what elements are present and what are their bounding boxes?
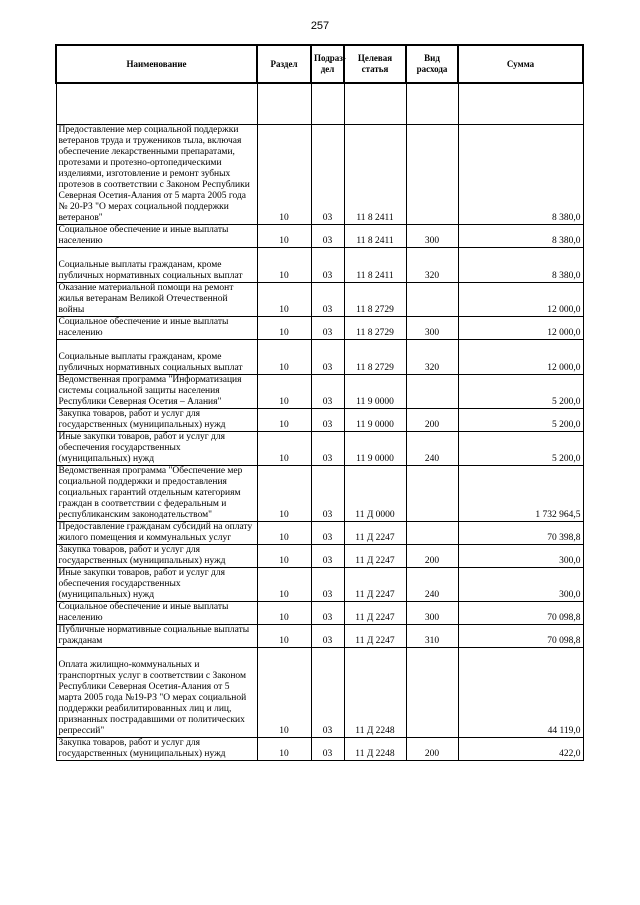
row-target: 11 9 0000 [344,375,406,409]
table-row [56,602,583,625]
row-section: 10 [257,225,311,248]
row-section: 10 [257,648,311,738]
row-sum: 70 398,8 [458,522,583,545]
row-name: Социальное обеспечение и иные выплаты населению [56,602,257,625]
row-sum: 5 200,0 [458,375,583,409]
row-name: Социальное обеспечение и иные выплаты населению [56,317,257,340]
row-section: 10 [257,466,311,522]
row-sum: 300,0 [458,568,583,602]
table-row [56,248,583,283]
row-name: Иные закупки товаров, работ и услуг для обеспечения государственных (муниципальных) нужд [56,568,257,602]
row-type: 200 [406,409,458,432]
table-row [56,545,583,568]
table-row [56,225,583,248]
row-subsection: 03 [311,125,344,225]
row-section: 10 [257,432,311,466]
row-section: 10 [257,568,311,602]
budget-table [55,44,584,761]
row-type: 320 [406,340,458,375]
row-target: 11 8 2411 [344,125,406,225]
row-section: 10 [257,125,311,225]
row-sum: 5 200,0 [458,432,583,466]
row-target: 11 8 2729 [344,283,406,317]
row-sum: 12 000,0 [458,340,583,375]
row-name: Закупка товаров, работ и услуг для государственных (муниципальных) нужд [56,738,257,761]
row-subsection: 03 [311,283,344,317]
table-row [56,625,583,648]
row-type [406,522,458,545]
blank-row [56,83,583,125]
row-type [406,375,458,409]
row-type: 240 [406,568,458,602]
row-target: 11 Д 2248 [344,738,406,761]
row-subsection: 03 [311,625,344,648]
table-row [56,340,583,375]
row-section: 10 [257,317,311,340]
row-target: 11 Д 2248 [344,648,406,738]
row-target: 11 8 2411 [344,225,406,248]
row-sum: 70 098,8 [458,625,583,648]
row-target: 11 9 0000 [344,432,406,466]
row-subsection: 03 [311,568,344,602]
row-subsection: 03 [311,409,344,432]
row-sum: 8 380,0 [458,125,583,225]
row-type: 300 [406,317,458,340]
row-subsection: 03 [311,225,344,248]
row-name: Иные закупки товаров, работ и услуг для обеспечения государственных (муниципальных) нужд [56,432,257,466]
row-section: 10 [257,602,311,625]
row-name: Ведомственная программа "Информатизация системы социальной защиты населения Республики Северная Осетия – Алания" [56,375,257,409]
row-type: 200 [406,545,458,568]
row-target: 11 Д 2247 [344,625,406,648]
row-section: 10 [257,375,311,409]
row-name: Социальное обеспечение и иные выплаты населению [56,225,257,248]
row-name: Оказание материальной помощи на ремонт жилья ветеранам Великой Отечественной войны [56,283,257,317]
table-row [56,738,583,761]
row-subsection: 03 [311,248,344,283]
row-section: 10 [257,545,311,568]
row-target: 11 8 2729 [344,340,406,375]
table-row [56,409,583,432]
row-type: 300 [406,602,458,625]
row-section: 10 [257,409,311,432]
table-row [56,466,583,522]
row-section: 10 [257,738,311,761]
row-target: 11 9 0000 [344,409,406,432]
row-type [406,466,458,522]
row-name: Предоставление мер социальной поддержки ветеранов труда и тружеников тыла, включая обеспечение лекарственными препаратами, протезами и протезно-ортопедическими изделиями, изготовление и ремонт зубных протезов в соответствии с Законом Республики Северная Осетия-Алания от 5 марта 2005 года № 20-РЗ "О мерах социальной поддержки ветеранов" [56,125,257,225]
row-type [406,125,458,225]
row-target: 11 Д 0000 [344,466,406,522]
header-sum: Сумма [458,45,583,83]
table-header-row [56,45,583,83]
row-name: Социальные выплаты гражданам, кроме публичных нормативных социальных выплат [56,340,257,375]
row-target: 11 8 2729 [344,317,406,340]
row-sum: 422,0 [458,738,583,761]
row-section: 10 [257,283,311,317]
row-subsection: 03 [311,466,344,522]
row-type [406,648,458,738]
row-name: Закупка товаров, работ и услуг для государственных (муниципальных) нужд [56,545,257,568]
row-sum: 12 000,0 [458,283,583,317]
row-section: 10 [257,522,311,545]
row-sum: 300,0 [458,545,583,568]
row-section: 10 [257,625,311,648]
row-subsection: 03 [311,522,344,545]
row-sum: 5 200,0 [458,409,583,432]
header-type: Вид расхода [406,45,458,83]
row-subsection: 03 [311,602,344,625]
row-subsection: 03 [311,648,344,738]
header-name: Наименование [56,45,257,83]
table-row [56,648,583,738]
row-name: Оплата жилищно-коммунальных и транспортных услуг в соответствии с Законом Республики Северная Осетия-Алания от 5 марта 2005 года №19-РЗ "О мерах социальной поддержки реабилитированных лиц и лиц, признанных пострадавшими от политических репрессий" [56,648,257,738]
table-row [56,432,583,466]
row-sum: 70 098,8 [458,602,583,625]
row-name: Предоставление гражданам субсидий на оплату жилого помещения и коммунальных услуг [56,522,257,545]
row-name: Публичные нормативные социальные выплаты гражданам [56,625,257,648]
row-target: 11 8 2411 [344,248,406,283]
row-name: Ведомственная программа "Обеспечение мер социальной поддержки и предоставления социальных гарантий отдельным категориям граждан в соответствии с федеральным и республиканским законодательством" [56,466,257,522]
row-type [406,283,458,317]
row-sum: 44 119,0 [458,648,583,738]
table-row [56,568,583,602]
row-section: 10 [257,248,311,283]
row-sum: 12 000,0 [458,317,583,340]
header-section: Раздел [257,45,311,83]
row-type: 300 [406,225,458,248]
row-subsection: 03 [311,317,344,340]
row-section: 10 [257,340,311,375]
row-subsection: 03 [311,375,344,409]
table-row [56,317,583,340]
row-type: 320 [406,248,458,283]
row-sum: 1 732 964,5 [458,466,583,522]
row-target: 11 Д 2247 [344,522,406,545]
table-row [56,522,583,545]
row-subsection: 03 [311,432,344,466]
row-name: Социальные выплаты гражданам, кроме публичных нормативных социальных выплат [56,248,257,283]
row-target: 11 Д 2247 [344,602,406,625]
row-target: 11 Д 2247 [344,568,406,602]
row-type: 310 [406,625,458,648]
row-subsection: 03 [311,545,344,568]
row-sum: 8 380,0 [458,248,583,283]
header-subsection: Подраз-дел [311,45,344,83]
row-subsection: 03 [311,340,344,375]
row-name: Закупка товаров, работ и услуг для государственных (муниципальных) нужд [56,409,257,432]
header-target: Целевая статья [344,45,406,83]
row-target: 11 Д 2247 [344,545,406,568]
table-row [56,125,583,225]
table-row [56,375,583,409]
row-sum: 8 380,0 [458,225,583,248]
row-subsection: 03 [311,738,344,761]
row-type: 200 [406,738,458,761]
row-type: 240 [406,432,458,466]
page-number: 257 [310,20,330,32]
table-row [56,283,583,317]
